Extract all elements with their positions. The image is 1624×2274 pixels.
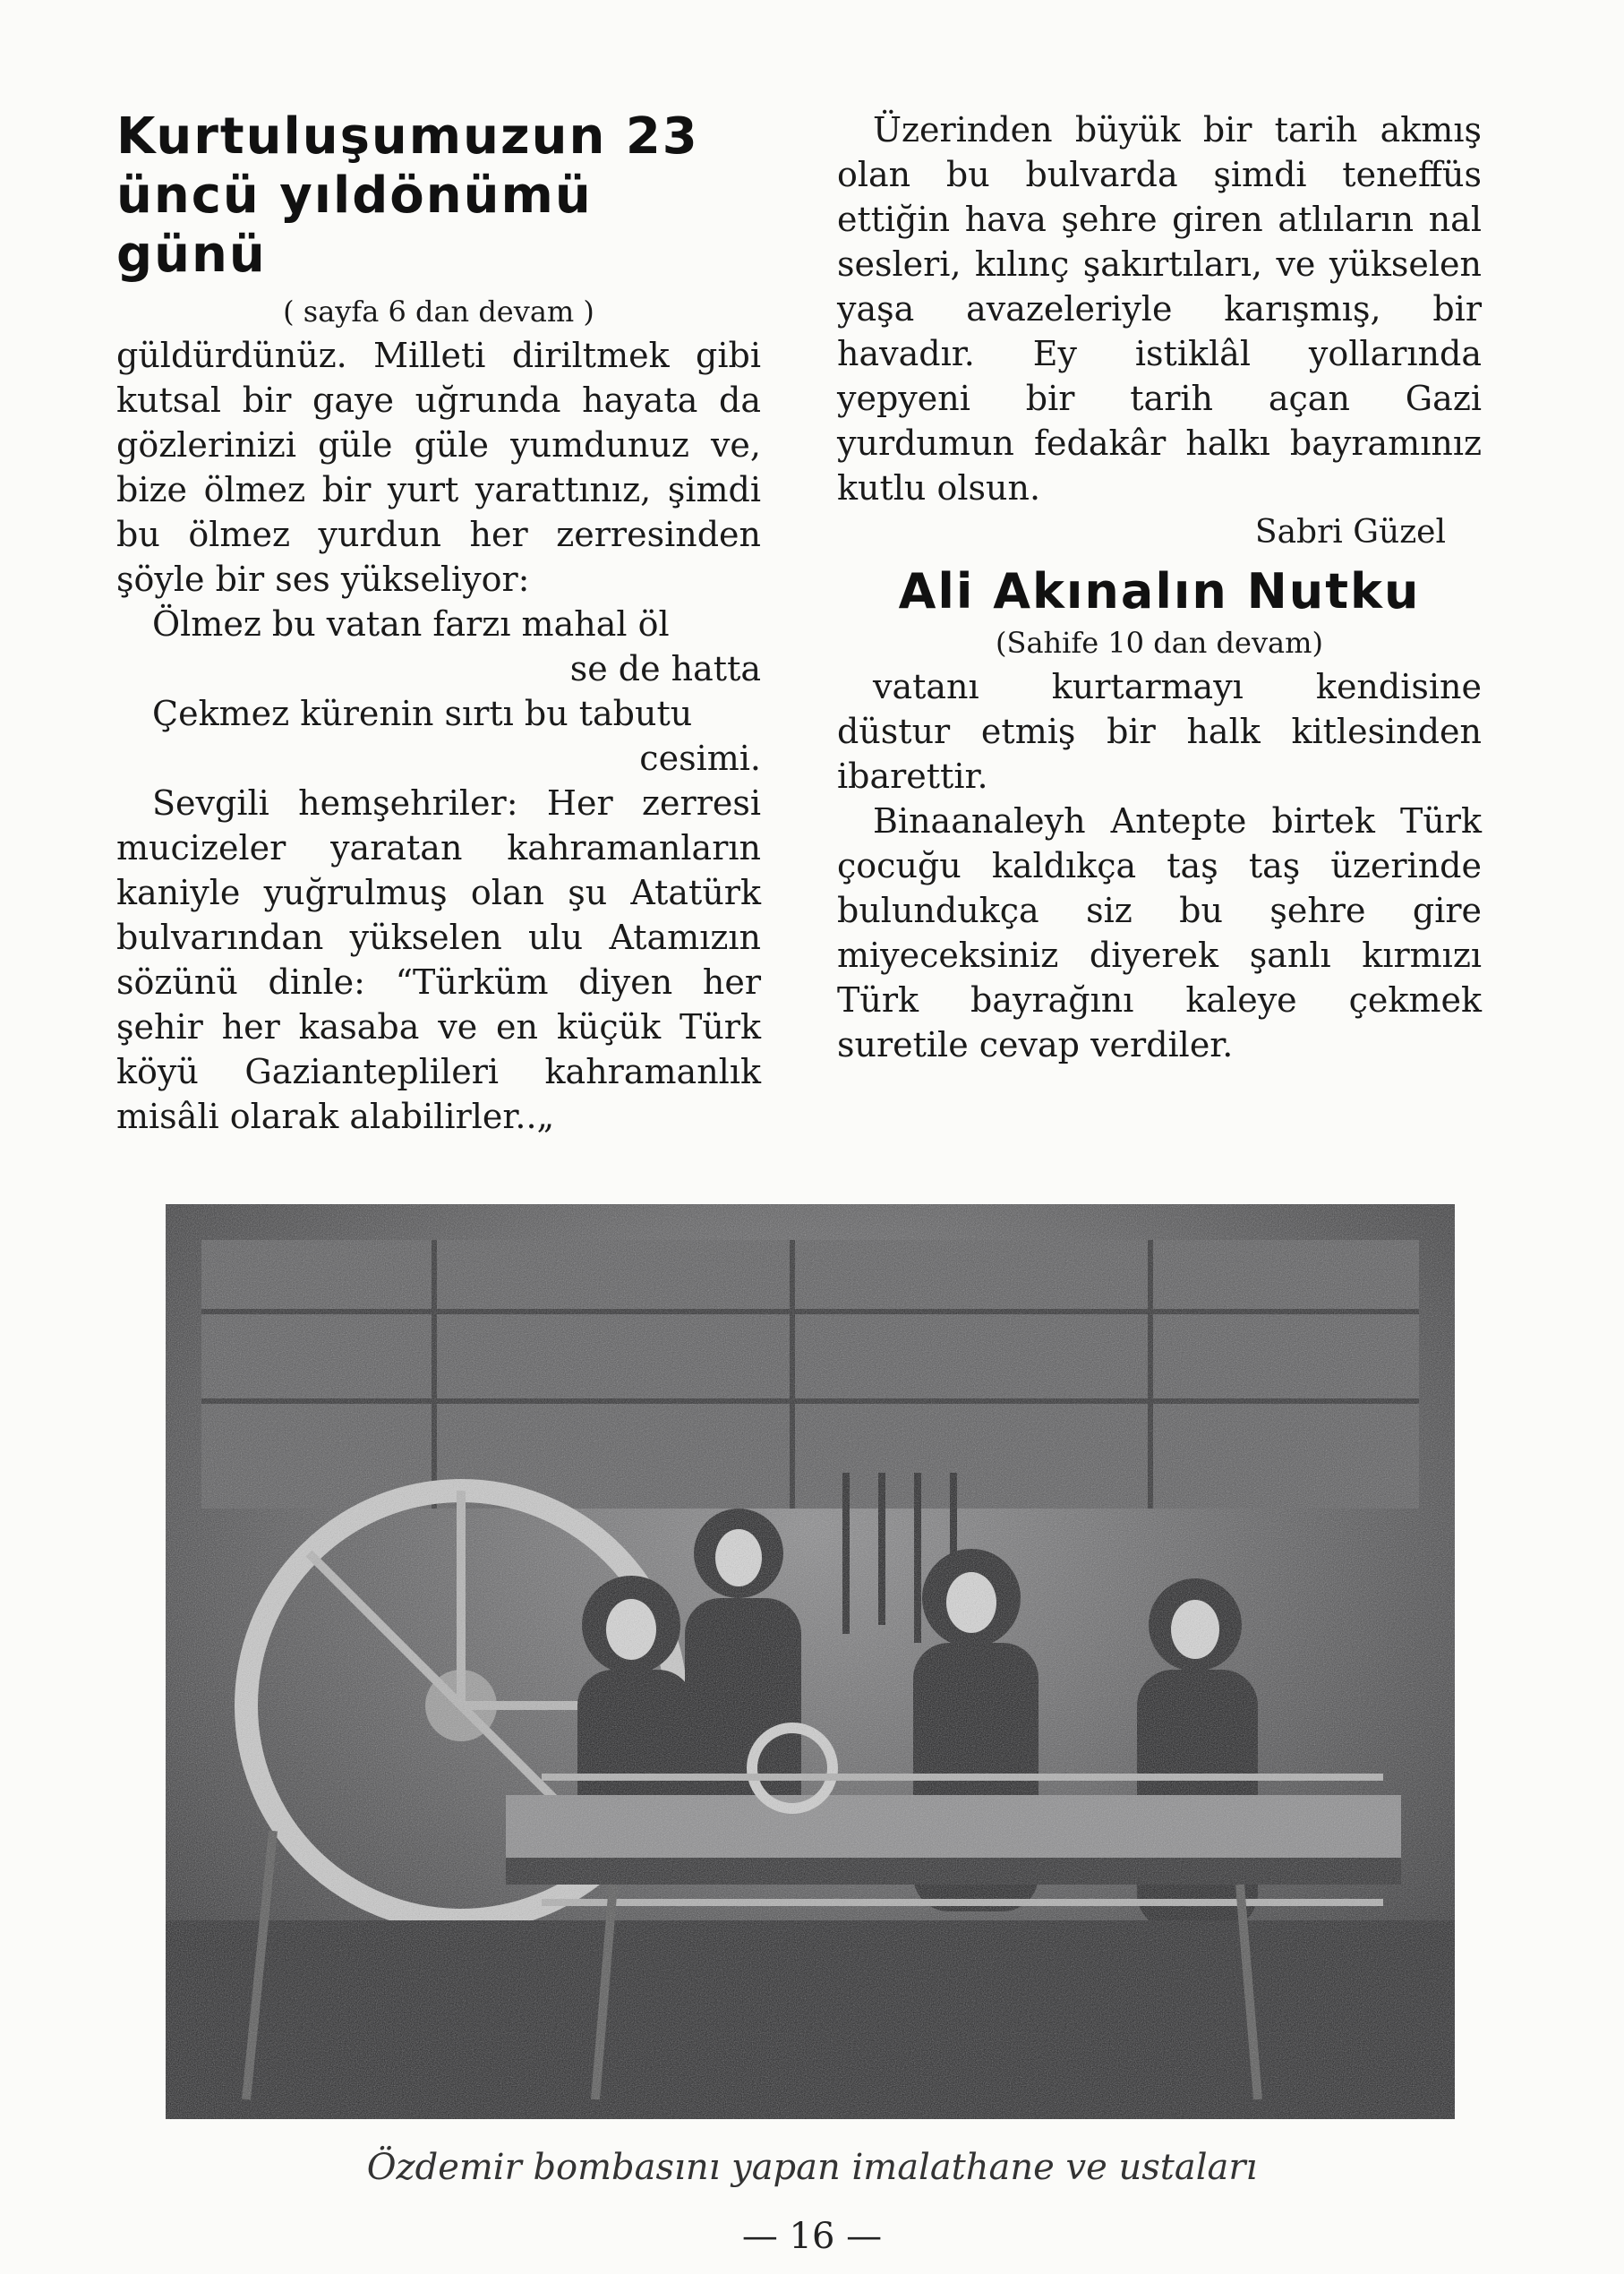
left-paragraph-2: Sevgili hemşehriler: Her zerresi mucizeler yaratan kahramanların kaniyle yuğrulmuş olan şu Atatürk bulvarından yükselen ulu Atamızın sözünü dinle: “Türküm diyen her şehir her kasaba ve en küçük Türk köyü Gazianteplileri kahramanlık misâli olarak alabilirler..„ bbox=[116, 783, 761, 1136]
right-paragraph-2: vatanı kurtarmayı kendisine düstur etmiş bir halk kitlesinden ibarettir. bbox=[837, 667, 1482, 796]
workshop-photo-illustration bbox=[166, 1204, 1455, 2119]
poem-line-4: cesimi. bbox=[639, 739, 761, 778]
poem-line-2: se de hatta bbox=[569, 649, 761, 688]
right-headline: Ali Akınalın Nutku bbox=[898, 563, 1421, 620]
left-article bbox=[116, 107, 761, 1139]
right-paragraph-3: Binaanaleyh Antepte birtek Türk çocuğu kaldıkça taş taş üzerinde bulundukça siz bu şehre gire miyeceksiniz diyerek şanlı kırmızı Türk bayrağını kaleye çekmek suretile cevap verdiler. bbox=[837, 801, 1482, 1064]
poem-block bbox=[116, 602, 761, 781]
left-continued-note: ( sayfa 6 dan devam ) bbox=[283, 295, 594, 329]
author-signature: Sabri Güzel bbox=[1254, 514, 1446, 551]
left-headline-line1: Kurtuluşumuzun 23 bbox=[116, 107, 699, 166]
right-paragraph-1: Üzerinden büyük bir tarih akmış olan bu bulvarda şimdi teneffüs ettiğin hava şehre giren atlıların nal sesleri, kılınç şakırtıları, ve yükselen yaşa avazeleriyle karışmış, bir havadır. Ey istiklâl yollarında yepyeni bir tarih açan Gazi yurdumun fedakâr halkı bayramınız kutlu olsun. bbox=[837, 110, 1482, 508]
left-headline-line2: üncü yıldönümü günü bbox=[116, 167, 593, 284]
poem-line-3: Çekmez kürenin sırtı bu tabutu bbox=[152, 694, 693, 733]
left-paragraph-1: güldürdünüz. Milleti diriltmek gibi kutsal bir gaye uğrunda hayata da gözlerinizi güle güle yumdunuz ve, bize ölmez bir yurt yarattınız, şimdi bu ölmez yurdun her zerresinden şöyle bir ses yükseliyor: bbox=[116, 336, 761, 599]
photo-caption: Özdemir bombasını yapan imalathane ve ustaları bbox=[366, 2147, 1258, 2188]
right-continued-note: (Sahife 10 dan devam) bbox=[996, 626, 1323, 660]
page-number: — 16 — bbox=[741, 2216, 883, 2257]
poem-line-1: Ölmez bu vatan farzı mahal öl bbox=[152, 604, 670, 644]
workshop-photo bbox=[166, 1204, 1455, 2119]
right-article bbox=[837, 107, 1482, 1067]
